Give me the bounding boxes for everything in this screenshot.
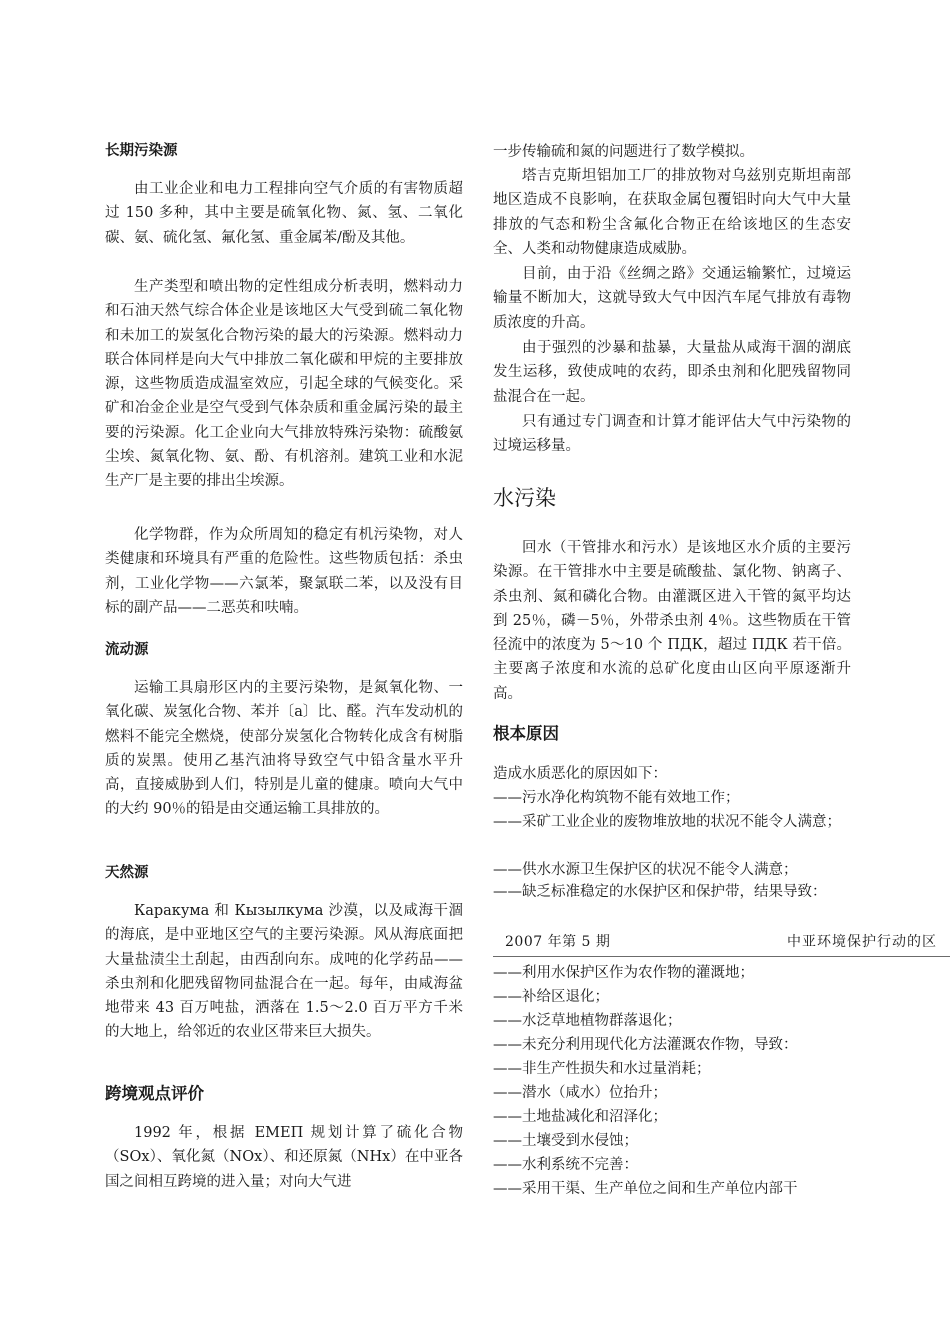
paragraph-tajik-aluminium: 塔吉克斯坦铝加工厂的排放物对乌兹别克斯坦南部地区造成不良影响，在获取金属包覆铝时向大气中大量排放的气态和粉尘含氟化合物正在给该地区的生态安全、人类和动物健康造成威胁。	[493, 168, 851, 257]
paragraph-only-survey: 只有通过专门调查和计算才能评估大气中污染物的过境运移量。	[493, 414, 851, 455]
paragraph-mobile: 运输工具扇形区内的主要污染物，是氮氧化物、一氧化碳、炭氢化合物、苯并〔a〕比、醛。汽车发动机的燃料不能完全燃烧，使部分炭氢化合物转化成含有树脂质的炭黑。使用乙基汽油将导致空气中铅含量水平升高，直接威胁到人们，特别是儿童的健康。喷向大气中的大约 90％的铅是由交通运输工具排放的。	[105, 680, 463, 818]
paragraph-natural: Каракума 和 Кызылкума 沙漠，以及咸海干涸的海底，是中亚地区空气的主要污染源。风从海底面把大量盐渍尘土刮起，由西刮向东。成吨的化学药品——杀虫剂和化肥残留物同盐混合在一起。每年，由咸海盆地带来 43 百万吨盐，洒落在 1.5～2.0 百万平方千米的大地上，给邻近的农业区带来巨大损失。	[105, 903, 463, 1041]
list-item: ——采矿工业企业的废物堆放地的状况不能令人满意；	[493, 814, 841, 830]
paragraph-long-term-1: 由工业企业和电力工程排向空气介质的有害物质超过 150 多种，其中主要是硫氧化物、氮、氢、二氧化碳、氨、硫化氢、氟化氢、重金属苯/酚及其他。	[105, 181, 463, 246]
list-item: ——供水水源卫生保护区的状况不能令人满意；	[493, 862, 798, 878]
heading-transboundary: 跨境观点评价	[105, 1084, 204, 1103]
list-item: ——补给区退化；	[493, 989, 609, 1005]
list-item: ——非生产性损失和水过量消耗；	[493, 1061, 711, 1077]
paragraph-transboundary: 1992 年，根据 EMEП 规划计算了硫化合物（SOx）、氧化氮（NOx）、和还原氮（NHx）在中亚各国之间相互跨境的进入量；对向大气进	[105, 1125, 463, 1190]
list-item: ——土壤受到水侵蚀；	[493, 1133, 638, 1149]
list-item: ——利用水保护区作为农作物的灌溉地；	[493, 965, 754, 981]
paragraph-long-term-3: 化学物群，作为众所周知的稳定有机污染物，对人类健康和环境具有严重的危险性。这些物质包括：杀虫剂，工业化学物——六氯苯，聚氯联二苯，以及没有目标的副产品——二恶英和呋喃。	[105, 527, 463, 616]
heading-natural-sources: 天然源	[105, 865, 149, 881]
heading-long-term-sources: 长期污染源	[105, 143, 178, 159]
list-item: ——未充分利用现代化方法灌溉农作物，导致：	[493, 1037, 798, 1053]
list-item: ——土地盐减化和沼泽化；	[493, 1109, 667, 1125]
root-causes-intro: 造成水质恶化的原因如下：	[493, 766, 667, 782]
heading-water-pollution: 水污染	[493, 486, 556, 510]
paragraph-continuation: 一步传输硫和氮的问题进行了数学模拟。	[493, 144, 754, 160]
clipped-list-line	[493, 880, 851, 920]
list-item: ——采用干渠、生产单位之间和生产单位内部干	[493, 1181, 798, 1197]
list-item: ——潜水（咸水）位抬升；	[493, 1085, 667, 1101]
paragraph-long-term-2: 生产类型和喷出物的定性组成分析表明，燃料动力和石油天然气综合体企业是该地区大气受到硫二氧化物和未加工的炭氢化合物污染的最大的污染源。燃料动力联合体同样是向大气中排放二氧化碳和甲烷的主要排放源，这些物质造成温室效应，引起全球的气候变化。采矿和冶金企业是空气受到气体杂质和重金属污染的最主要的污染源。化工企业向大气排放特殊污染物：硫酸氨尘埃、氮氧化物、氨、酚、有机溶剂。建筑工业和水泥生产厂是主要的排出尘埃源。	[105, 279, 463, 490]
list-item: ——缺乏标准稳定的水保护区和保护带，结果导致：	[493, 884, 827, 900]
footer-issue: 2007 年第 5 期	[505, 934, 611, 950]
paragraph-silk-road: 目前，由于沿《丝绸之路》交通运输繁忙，过境运输量不断加大，这就导致大气中因汽车尾气排放有毒物质浓度的升高。	[493, 266, 851, 331]
list-item: ——水泛草地植物群落退化；	[493, 1013, 682, 1029]
paragraph-sand-storm: 由于强烈的沙暴和盐暴，大量盐从咸海干涸的湖底发生运移，致使成吨的农药，即杀虫剂和化肥残留物同盐混合在一起。	[493, 340, 851, 405]
paragraph-water: 回水（干管排水和污水）是该地区水介质的主要污染源。在干管排水中主要是硫酸盐、氯化物、钠离子、杀虫剂、氮和磷化合物。由灌溉区进入干管的氮平均达到 25％，磷－5％，外带杀虫剂 4％。这些物质在干管径流中的浓度为 5～10 个 ПДК，超过 ПДК 若干倍。主要离子浓度和水流的总矿化度由山区向平原逐渐升高。	[493, 540, 851, 702]
list-item: ——水利系统不完善：	[493, 1157, 638, 1173]
footer-journal-title: 中亚环境保护行动的区	[787, 934, 937, 950]
page-footer	[493, 929, 950, 957]
list-item: ——污水净化构筑物不能有效地工作；	[493, 790, 740, 806]
heading-root-causes: 根本原因	[493, 724, 559, 743]
heading-mobile-sources: 流动源	[105, 642, 149, 658]
